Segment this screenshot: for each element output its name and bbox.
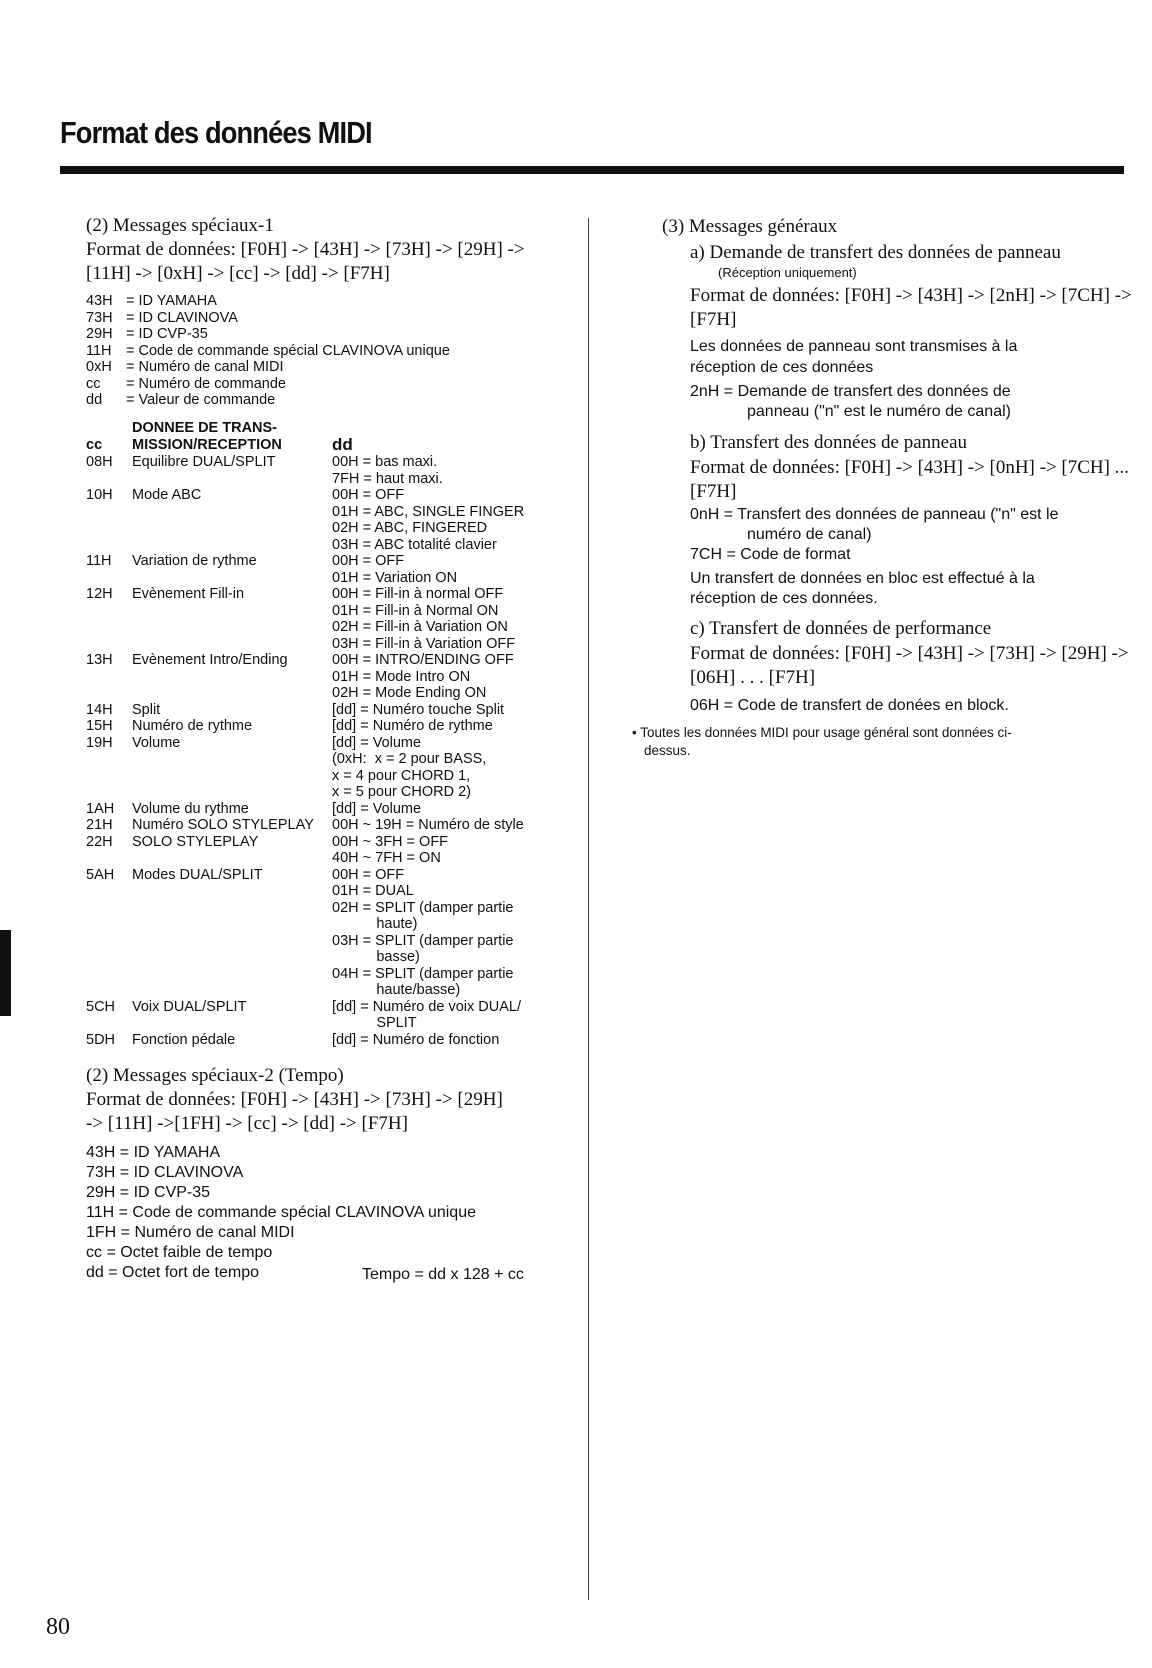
format-line: [06H] . . . [F7H] bbox=[690, 667, 816, 688]
definition-value: = ID CLAVINOVA bbox=[126, 309, 238, 326]
table-row bbox=[86, 735, 524, 801]
dd-line: [dd] = Volume bbox=[332, 734, 422, 751]
dd-line: 00H = OFF bbox=[332, 866, 405, 883]
definition-row bbox=[86, 343, 450, 360]
dd-line: [dd] = Numéro de rythme bbox=[332, 718, 493, 734]
dd-line: 00H = bas maxi. bbox=[332, 454, 438, 470]
dd-cell bbox=[332, 553, 457, 586]
table-row bbox=[86, 702, 524, 719]
definition-row bbox=[86, 376, 450, 393]
tempo-definition-list bbox=[86, 1143, 476, 1283]
definition-value: = ID YAMAHA bbox=[126, 293, 217, 309]
definition-value: = Numéro de canal MIDI bbox=[126, 359, 284, 375]
name-cell: Mode ABC bbox=[132, 487, 202, 503]
name-cell: Evènement Intro/Ending bbox=[132, 652, 288, 668]
dd-line: 03H = Fill-in à Variation OFF bbox=[332, 635, 516, 652]
table-header-col2b: MISSION/RECEPTION bbox=[132, 436, 282, 453]
subsection-c-title: c) Transfert de données de performance bbox=[690, 618, 992, 639]
page-title: Format des données MIDI bbox=[60, 115, 372, 150]
definition-line: numéro de canal) bbox=[747, 526, 872, 543]
dd-line: 02H = SPLIT (damper partie bbox=[332, 899, 514, 916]
description-line: réception de ces données. bbox=[690, 590, 878, 607]
table-row bbox=[86, 718, 524, 735]
table-header-cc: cc bbox=[86, 436, 103, 453]
name-cell: Volume du rythme bbox=[132, 800, 249, 817]
format-line: Format de données: [F0H] -> [43H] -> [73H] -> [29H] bbox=[86, 1089, 503, 1110]
tempo-definition-line: 43H = ID YAMAHA bbox=[86, 1144, 221, 1161]
definition-row bbox=[86, 359, 450, 376]
dd-cell bbox=[332, 999, 521, 1032]
tempo-formula: Tempo = dd x 128 + cc bbox=[362, 1266, 524, 1283]
table-row bbox=[86, 999, 524, 1032]
dd-line: 01H = ABC, SINGLE FINGER bbox=[332, 503, 525, 520]
control-change-table bbox=[86, 420, 524, 1048]
dd-cell bbox=[332, 817, 524, 834]
format-line: [F7H] bbox=[690, 309, 737, 330]
footnote: • Toutes les données MIDI pour usage général sont données ci- bbox=[632, 725, 1012, 740]
definition-line: panneau ("n" est le numéro de canal) bbox=[747, 403, 1011, 420]
tempo-definition-line: dd = Octet fort de tempo bbox=[86, 1264, 259, 1281]
name-cell: Numéro SOLO STYLEPLAY bbox=[132, 817, 314, 833]
table-row bbox=[86, 801, 524, 818]
definition-key: 11H bbox=[86, 342, 112, 359]
cc-cell: 19H bbox=[86, 734, 113, 751]
name-cell: Variation de rythme bbox=[132, 553, 257, 569]
dd-line: 01H = Mode Intro ON bbox=[332, 668, 471, 685]
name-cell: Voix DUAL/SPLIT bbox=[132, 998, 247, 1015]
table-row bbox=[86, 586, 524, 652]
column-divider bbox=[588, 218, 589, 1600]
dd-line: 00H ~ 19H = Numéro de style bbox=[332, 817, 524, 833]
page-number: 80 bbox=[46, 1614, 70, 1640]
dd-cell bbox=[332, 834, 448, 867]
definition-line: 7CH = Code de format bbox=[690, 546, 851, 563]
definition-value: = Numéro de commande bbox=[126, 375, 286, 392]
dd-line: SPLIT bbox=[332, 1015, 417, 1031]
definition-key: 73H bbox=[86, 309, 113, 326]
section-heading-special-1: (2) Messages spéciaux-1 bbox=[86, 215, 274, 236]
dd-cell bbox=[332, 867, 513, 999]
reception-note: (Réception uniquement) bbox=[718, 265, 857, 280]
footnote: dessus. bbox=[644, 743, 691, 758]
format-line: [11H] -> [0xH] -> [cc] -> [dd] -> [F7H] bbox=[86, 263, 390, 284]
dd-line: 00H ~ 3FH = OFF bbox=[332, 833, 449, 850]
dd-line: 40H ~ 7FH = ON bbox=[332, 850, 441, 866]
definition-line: 2nH = Demande de transfert des données de bbox=[690, 383, 1011, 400]
cc-cell: 5AH bbox=[86, 866, 115, 883]
table-row bbox=[86, 817, 524, 834]
dd-line: 00H = OFF bbox=[332, 553, 405, 569]
definition-list bbox=[86, 293, 450, 409]
cc-cell: 5CH bbox=[86, 998, 116, 1015]
cc-cell: 14H bbox=[86, 701, 113, 718]
table-row bbox=[86, 652, 524, 702]
cc-cell: 22H bbox=[86, 833, 113, 850]
table-row bbox=[86, 1032, 524, 1049]
dd-cell bbox=[332, 702, 504, 719]
dd-cell bbox=[332, 801, 421, 818]
subsection-a-title: a) Demande de transfert des données de panneau bbox=[690, 242, 1061, 263]
definition-line: 06H = Code de transfert de donées en block. bbox=[690, 697, 1009, 714]
cc-cell: 15H bbox=[86, 718, 113, 734]
dd-cell bbox=[332, 487, 524, 553]
dd-line: 7FH = haut maxi. bbox=[332, 470, 443, 487]
subsection-b-title: b) Transfert des données de panneau bbox=[690, 432, 968, 453]
table-row bbox=[86, 454, 524, 487]
table-row bbox=[86, 487, 524, 553]
definition-row bbox=[86, 293, 450, 310]
name-cell: Volume bbox=[132, 734, 181, 751]
dd-line: [dd] = Numéro de fonction bbox=[332, 1031, 500, 1048]
cc-cell: 11H bbox=[86, 553, 112, 569]
name-cell: Evènement Fill-in bbox=[132, 586, 245, 602]
definition-key: 43H bbox=[86, 293, 113, 309]
dd-line: [dd] = Volume bbox=[332, 800, 422, 817]
name-cell: Split bbox=[132, 701, 161, 718]
format-line: Format de données: [F0H] -> [43H] -> [73H] -> [29H] -> bbox=[86, 239, 525, 260]
dd-line: 01H = DUAL bbox=[332, 883, 414, 899]
definition-row bbox=[86, 326, 450, 343]
cc-cell: 13H bbox=[86, 652, 113, 668]
table-row bbox=[86, 834, 524, 867]
name-cell: Fonction pédale bbox=[132, 1031, 236, 1048]
dd-line: 01H = Fill-in à Normal ON bbox=[332, 602, 499, 619]
cc-cell: 5DH bbox=[86, 1031, 116, 1048]
table-row bbox=[86, 553, 524, 586]
dd-cell bbox=[332, 454, 443, 487]
table-header-col2a: DONNEE DE TRANS- bbox=[132, 420, 278, 436]
dd-cell bbox=[332, 652, 514, 702]
dd-cell bbox=[332, 718, 493, 735]
tempo-definition-line: 73H = ID CLAVINOVA bbox=[86, 1164, 244, 1181]
cc-cell: 21H bbox=[86, 817, 113, 833]
dd-line: 04H = SPLIT (damper partie bbox=[332, 965, 514, 982]
section-heading-general: (3) Messages généraux bbox=[662, 216, 838, 237]
format-line: -> [11H] ->[1FH] -> [cc] -> [dd] -> [F7H] bbox=[86, 1113, 408, 1134]
cc-cell: 10H bbox=[86, 487, 113, 503]
dd-cell bbox=[332, 586, 515, 652]
dd-line: 03H = ABC totalité clavier bbox=[332, 536, 497, 553]
section-heading-special-2: (2) Messages spéciaux-2 (Tempo) bbox=[86, 1065, 344, 1086]
dd-line: haute/basse) bbox=[332, 982, 461, 998]
definition-value: = ID CVP-35 bbox=[126, 326, 208, 342]
dd-line: 02H = ABC, FINGERED bbox=[332, 520, 488, 536]
description-line: Les données de panneau sont transmises à la bbox=[690, 338, 1018, 355]
cc-cell: 1AH bbox=[86, 800, 115, 817]
table-header-dd: dd bbox=[332, 434, 353, 454]
dd-line: 02H = Fill-in à Variation ON bbox=[332, 619, 508, 635]
dd-line: 03H = SPLIT (damper partie bbox=[332, 932, 514, 949]
name-cell: SOLO STYLEPLAY bbox=[132, 833, 259, 850]
title-rule bbox=[60, 166, 1124, 174]
dd-line: 00H = Fill-in à normal OFF bbox=[332, 586, 504, 602]
dd-line: [dd] = Numéro touche Split bbox=[332, 701, 505, 718]
dd-line: 01H = Variation ON bbox=[332, 569, 458, 586]
table-row bbox=[86, 867, 524, 999]
dd-line: x = 5 pour CHORD 2) bbox=[332, 784, 472, 800]
cc-cell: 08H bbox=[86, 454, 113, 470]
definition-key: dd bbox=[86, 392, 103, 408]
dd-line: 02H = Mode Ending ON bbox=[332, 685, 487, 701]
definition-key: cc bbox=[86, 375, 101, 392]
dd-cell bbox=[332, 735, 486, 801]
dd-line: basse) bbox=[332, 949, 420, 965]
page-edge-marker bbox=[0, 930, 11, 1016]
definition-row bbox=[86, 392, 450, 409]
name-cell: Modes DUAL/SPLIT bbox=[132, 866, 263, 883]
name-cell: Equilibre DUAL/SPLIT bbox=[132, 454, 276, 470]
dd-line: [dd] = Numéro de voix DUAL/ bbox=[332, 998, 521, 1015]
format-line: [F7H] bbox=[690, 481, 737, 502]
dd-line: 00H = INTRO/ENDING OFF bbox=[332, 652, 514, 668]
definition-value: = Valeur de commande bbox=[126, 392, 276, 408]
format-line: Format de données: [F0H] -> [43H] -> [0nH] -> [7CH] ... bbox=[690, 457, 1129, 478]
format-line: Format de données: [F0H] -> [43H] -> [2nH] -> [7CH] -> bbox=[690, 285, 1132, 306]
dd-line: 00H = OFF bbox=[332, 487, 405, 503]
definition-row bbox=[86, 310, 450, 327]
dd-line: x = 4 pour CHORD 1, bbox=[332, 767, 471, 784]
description-line: Un transfert de données en bloc est effectué à la bbox=[690, 570, 1035, 587]
description-line: réception de ces données bbox=[690, 359, 874, 376]
tempo-definition-line: cc = Octet faible de tempo bbox=[86, 1244, 273, 1261]
dd-line: haute) bbox=[332, 916, 418, 932]
name-cell: Numéro de rythme bbox=[132, 718, 253, 734]
tempo-definition-line: 1FH = Numéro de canal MIDI bbox=[86, 1224, 295, 1241]
cc-cell: 12H bbox=[86, 586, 113, 602]
format-line: Format de données: [F0H] -> [43H] -> [73H] -> [29H] -> bbox=[690, 643, 1129, 664]
dd-cell bbox=[332, 1032, 499, 1049]
definition-value: = Code de commande spécial CLAVINOVA unique bbox=[126, 342, 450, 359]
tempo-definition-line: 11H = Code de commande spécial CLAVINOVA unique bbox=[86, 1204, 476, 1221]
definition-key: 29H bbox=[86, 326, 113, 342]
definition-line: 0nH = Transfert des données de panneau ("n" est le bbox=[690, 506, 1059, 523]
dd-line: (0xH: x = 2 pour BASS, bbox=[332, 751, 487, 767]
definition-key: 0xH bbox=[86, 359, 112, 375]
tempo-definition-line: 29H = ID CVP-35 bbox=[86, 1184, 211, 1201]
